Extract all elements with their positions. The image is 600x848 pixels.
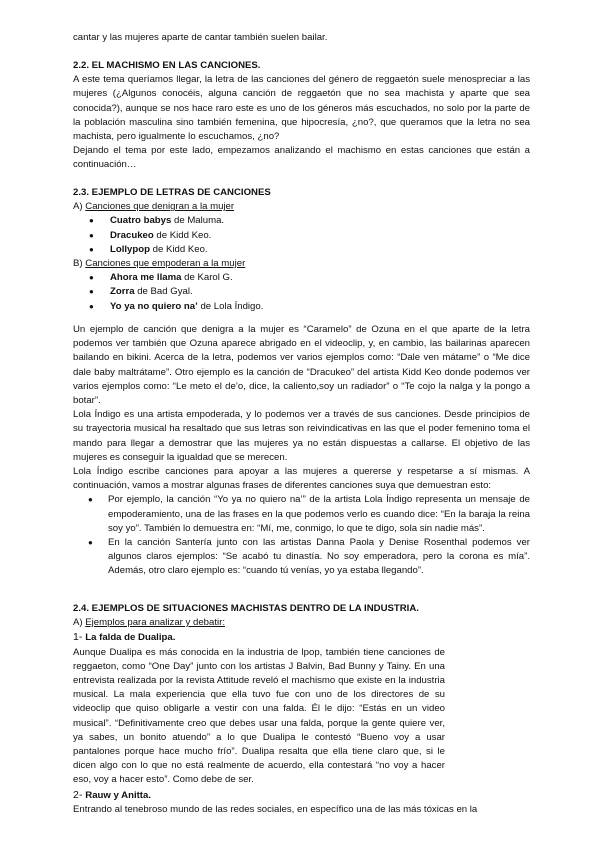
denigrating-songs-list	[73, 214, 530, 257]
song-artist: de Kidd Keo.	[153, 229, 212, 241]
case-2-heading	[73, 788, 530, 803]
section-2-4-title: 2.4. EJEMPLOS DE SITUACIONES MACHISTAS DENTRO DE LA INDUSTRIA.	[73, 603, 419, 614]
list-item: ● Por ejemplo, la canción “Yo ya no quiero na’” de la artista Lola Índigo representa un mensaje de empoderamiento, una de las frases en la que podemos verlo es cuando dice: “En la baraja la reina soy yo”. También lo demuestra en: “Mí, me, conmigo, lo que te digo, sola sin nadie más”.	[73, 493, 530, 536]
subsection-b-label: Canciones que empoderan a la mujer	[85, 258, 246, 270]
list-item	[73, 300, 530, 314]
section-2-3	[73, 186, 530, 314]
song-artist: de Bad Gyal.	[134, 286, 193, 298]
case-1-heading	[73, 630, 530, 645]
case-1-text: Aunque Dualipa es más conocida en la industria de lpop, también tiene canciones de reggaeton, como “One Day” junto con los artistas J Balvin, Bad Bunny y Tainy. En una entrevista realizada por la revista Attitude reveló el machismo que existe en la industria musical. La mala experiencia que ella tuvo fue con uno de los directores de su videoclip que quiso obligarle a vestir con una falda. Él le dijo: “Estás en un video musical”. “Definitivamente creo que debes usar una falda, porque la gente quiere ver, ya sabes, un bonito atuendo” a lo que Dualipa le contestó “Bueno voy a usar pantalones porque hace mucho frío”. Dualipa resalta que ella tiene claro que, si le dicen algo con lo que no está realmente de acuerdo, ella contestará “no voy a hacer eso, voy a hacer esto”. Como debe de ser.	[73, 646, 445, 786]
song-artist: de Lola Índigo.	[197, 300, 264, 312]
intro-tail	[73, 31, 530, 45]
subsection-a-prefix: A)	[73, 617, 86, 629]
section-2-2-paragraph-2: Dejando el tema por este lado, empezamos analizando el machismo en estas canciones que están a continuación…	[73, 145, 530, 171]
list-item: ● En la canción Santería junto con las artistas Danna Paola y Denise Rosenthal podemos ver algunos claros ejemplos: “Se acabó tu dinastía. No soy emperadora, pero la corona es mía”. Además, otro claro ejemplo es: “cuando tú venías, yo ya estaba llegando”.	[73, 536, 530, 579]
case-2-title: Rauw y Anitta.	[85, 789, 152, 801]
case-1-number: 1-	[73, 631, 86, 644]
section-2-3-title: 2.3. EJEMPLO DE LETRAS DE CANCIONES	[73, 187, 271, 198]
list-item	[73, 243, 530, 257]
section-2-4	[73, 602, 530, 817]
song-title: Yo ya no quiero na’	[110, 300, 198, 312]
section-2-2-title: 2.2. EL MACHISMO EN LAS CANCIONES.	[73, 60, 261, 71]
song-artist: de Karol G.	[181, 272, 233, 284]
song-title: Dracukeo	[110, 229, 154, 241]
empowering-songs-list	[73, 271, 530, 314]
list-item	[73, 271, 530, 285]
subsection-a-label: Ejemplos para analizar y debatir:	[85, 617, 225, 629]
lola-indigo-paragraph-1: Lola Índigo es una artista empoderada, y lo podemos ver a través de sus canciones. Desde principios de su trayectoria musical ha resaltado que sus letras son reivindicativas en las que el poder femenino toma el mando para llegar a demostrar que las mujeres ya no están dispuestas a callarse. El objetivo de las mujeres es conseguir la igualdad que se merecen.	[73, 409, 530, 463]
song-title: Ahora me llama	[110, 272, 182, 284]
song-artist: de Kidd Keo.	[149, 243, 208, 255]
section-2-3-body	[73, 323, 530, 579]
song-title: Zorra	[110, 286, 135, 298]
list-item	[73, 229, 530, 243]
list-item	[73, 214, 530, 228]
song-title: Lollypop	[110, 243, 150, 255]
caramelo-paragraph: Un ejemplo de canción que denigra a la mujer es “Caramelo” de Ozuna en el que aparte de la letra podemos ver también que Ozuna aparece abrigado en el videoclip, y, en cambio, las bailarinas aparecen bailando en bikini. Acerca de la letra, podemos ver varios ejemplos como: “Dale ven mátame” o “Me dice dale baby maltrátame”. Otro ejemplo es la canción de “Dracukeo” del artista Kidd Keo donde podemos ver varios ejemplos como: “Le meto el de’o, dice, la caliento,soy un radiador” o “Te cojo la nalga y la pongo a botar”.	[73, 324, 530, 407]
song-title: Cuatro babys	[110, 215, 172, 227]
section-2-2-paragraph-1: A este tema queríamos llegar, la letra de las canciones del género de reggaetón suele menospreciar a las mujeres (¿Algunos conocéis, alguna canción de reggaetón que no sea machista y aparte que sea conocida?), aunque se nos hace raro este es uno de los géneros más escuchados, no solo por la parte de la población masculina sino también femenina, que hipocresía, ¿no?, que queramos que la letra no sea machista, pero igualmente lo escuchamos, ¿no?	[73, 74, 530, 143]
quotes-list	[73, 493, 530, 578]
lola-indigo-paragraph-2: Lola Índigo escribe canciones para apoyar a las mujeres a quererse y respetarse a sí mismas. A continuación, vamos a mostrar algunas frases de diferentes canciones suya que demuestran esto:	[73, 466, 530, 492]
list-item	[73, 285, 530, 299]
subsection-b	[73, 257, 530, 271]
subsection-a	[73, 200, 530, 214]
song-artist: de Maluma.	[171, 215, 225, 227]
subsection-b-prefix: B)	[73, 258, 86, 270]
intro-tail-text: cantar y las mujeres aparte de cantar también suelen bailar.	[73, 32, 328, 43]
subsection-a-label: Canciones que denigran a la mujer	[85, 201, 235, 213]
case-2-text: Entrando al tenebroso mundo de las redes sociales, en específico una de las más tóxicas en la	[73, 803, 478, 815]
subsection-a-prefix: A)	[73, 201, 86, 213]
case-2-number: 2-	[73, 788, 86, 801]
section-2-2	[73, 59, 530, 173]
subsection-a	[73, 616, 530, 630]
case-1-title: La falda de Dualipa.	[85, 632, 176, 644]
